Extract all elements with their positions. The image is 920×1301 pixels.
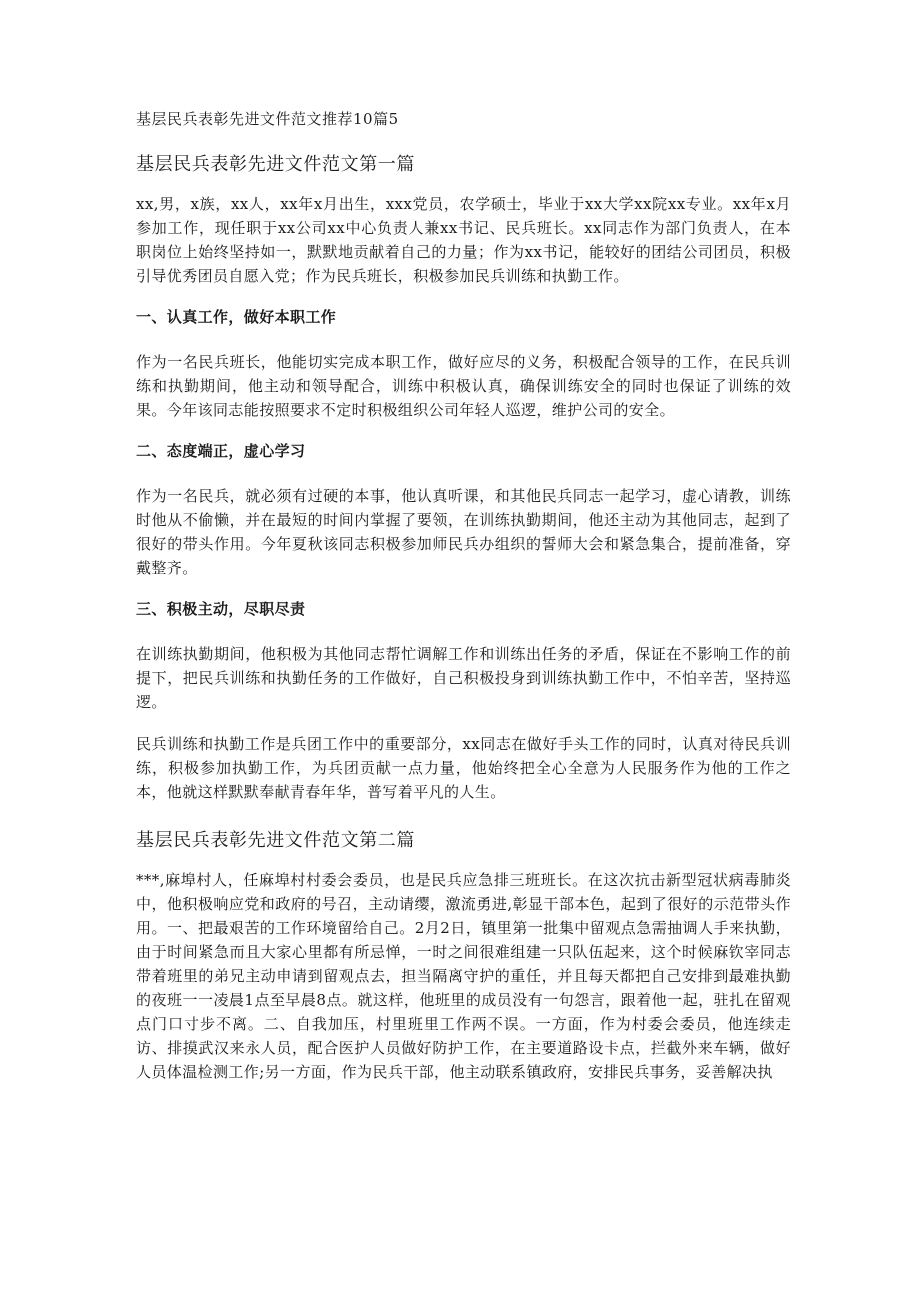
heading-2: 二、态度端正，虚心学习 — [136, 442, 306, 460]
section-2-paragraph-1: ***,麻埠村人，任麻埠村村委会委员，也是民兵应急排三班班长。在这次抗击新型冠状病毒肺炎中，他积极响应党和政府的号召，主动请缨，激流勇进,彰显干部本色，起到了很好的示范带头作用。一、把最艰苦的工作环境留给自己。2月2日，镇里第一批集中留观点急需抽调人手来执勤，由于时间紧急而且大家心里都有所忌惮，一时之间很难组建一只队伍起来，这个时候麻钦宰同志带着班里的弟兄主动申请到留观点去，担当隔离守护的重任，并且每天都把自己安排到最难执勤的夜班一一凌晨1点至早晨8点。就这样，他班里的成员没有一句怨言，跟着他一起，驻扎在留观点门口寸步不离。二、自我加压，村里班里工作两不误。一方面，作为村委会委员，他连续走访、排摸武汉来永人员，配合医护人员做好防护工作，在主要道路设卡点，拦截外来车辆，做好人员体温检测工作;另一方面，作为民兵干部，他主动联系镇政府，安排民兵事务，妥善解决执 — [136, 871, 791, 1081]
section-1-intro: xx,男，x族，xx人，xx年x月出生，xxx党员，农学硕士，毕业于xx大学xx院xx专业。xx年x月参加工作，现任职于xx公司xx中心负责人兼xx书记、民兵班长。xx同志作为部门负责人，在本职岗位上始终坚持如一，默默地贡献着自己的力量；作为xx书记，能较好的团结公司团员，积极引导优秀团员自愿入党；作为民兵班长，积极参加民兵训练和执勤工作。 — [136, 195, 791, 285]
document-title: 基层民兵表彰先进文件范文推荐10篇5 — [136, 110, 399, 128]
document-page — [136, 108, 791, 1102]
section-2-title: 基层民兵表彰先进文件范文第二篇 — [136, 830, 415, 851]
heading-1: 一、认真工作，做好本职工作 — [136, 308, 337, 326]
section-1-paragraph-3: 在训练执勤期间，他积极为其他同志帮忙调解工作和训练出任务的矛盾，保证在不影响工作的前提下，把民兵训练和执勤任务的工作做好，自己积极投身到训练执勤工作中，不怕辛苦，坚持巡逻。 — [136, 645, 791, 711]
section-1-paragraph-2: 作为一名民兵，就必须有过硬的本事，他认真听课，和其他民兵同志一起学习，虚心请教，训练时他从不偷懒，并在最短的时间内掌握了要领，在训练执勤期间，他还主动为其他同志，起到了很好的带头作用。今年夏秋该同志积极参加师民兵办组织的誓师大会和紧急集合，提前准备，穿戴整齐。 — [136, 487, 791, 577]
section-1-paragraph-1: 作为一名民兵班长，他能切实完成本职工作，做好应尽的义务，积极配合领导的工作，在民兵训练和执勤期间，他主动和领导配合，训练中积极认真，确保训练安全的同时也保证了训练的效果。今年该同志能按照要求不定时积极组织公司年轻人巡逻，维护公司的安全。 — [136, 353, 791, 419]
section-1-paragraph-4: 民兵训练和执勤工作是兵团工作中的重要部分，xx同志在做好手头工作的同时，认真对待民兵训练，积极参加执勤工作，为兵团贡献一点力量，他始终把全心全意为人民服务作为他的工作之本，他就这样默默奉献青春年华，普写着平凡的人生。 — [136, 735, 791, 801]
section-1-title: 基层民兵表彰先进文件范文第一篇 — [136, 154, 415, 175]
heading-3: 三、积极主动，尽职尽责 — [136, 600, 306, 618]
